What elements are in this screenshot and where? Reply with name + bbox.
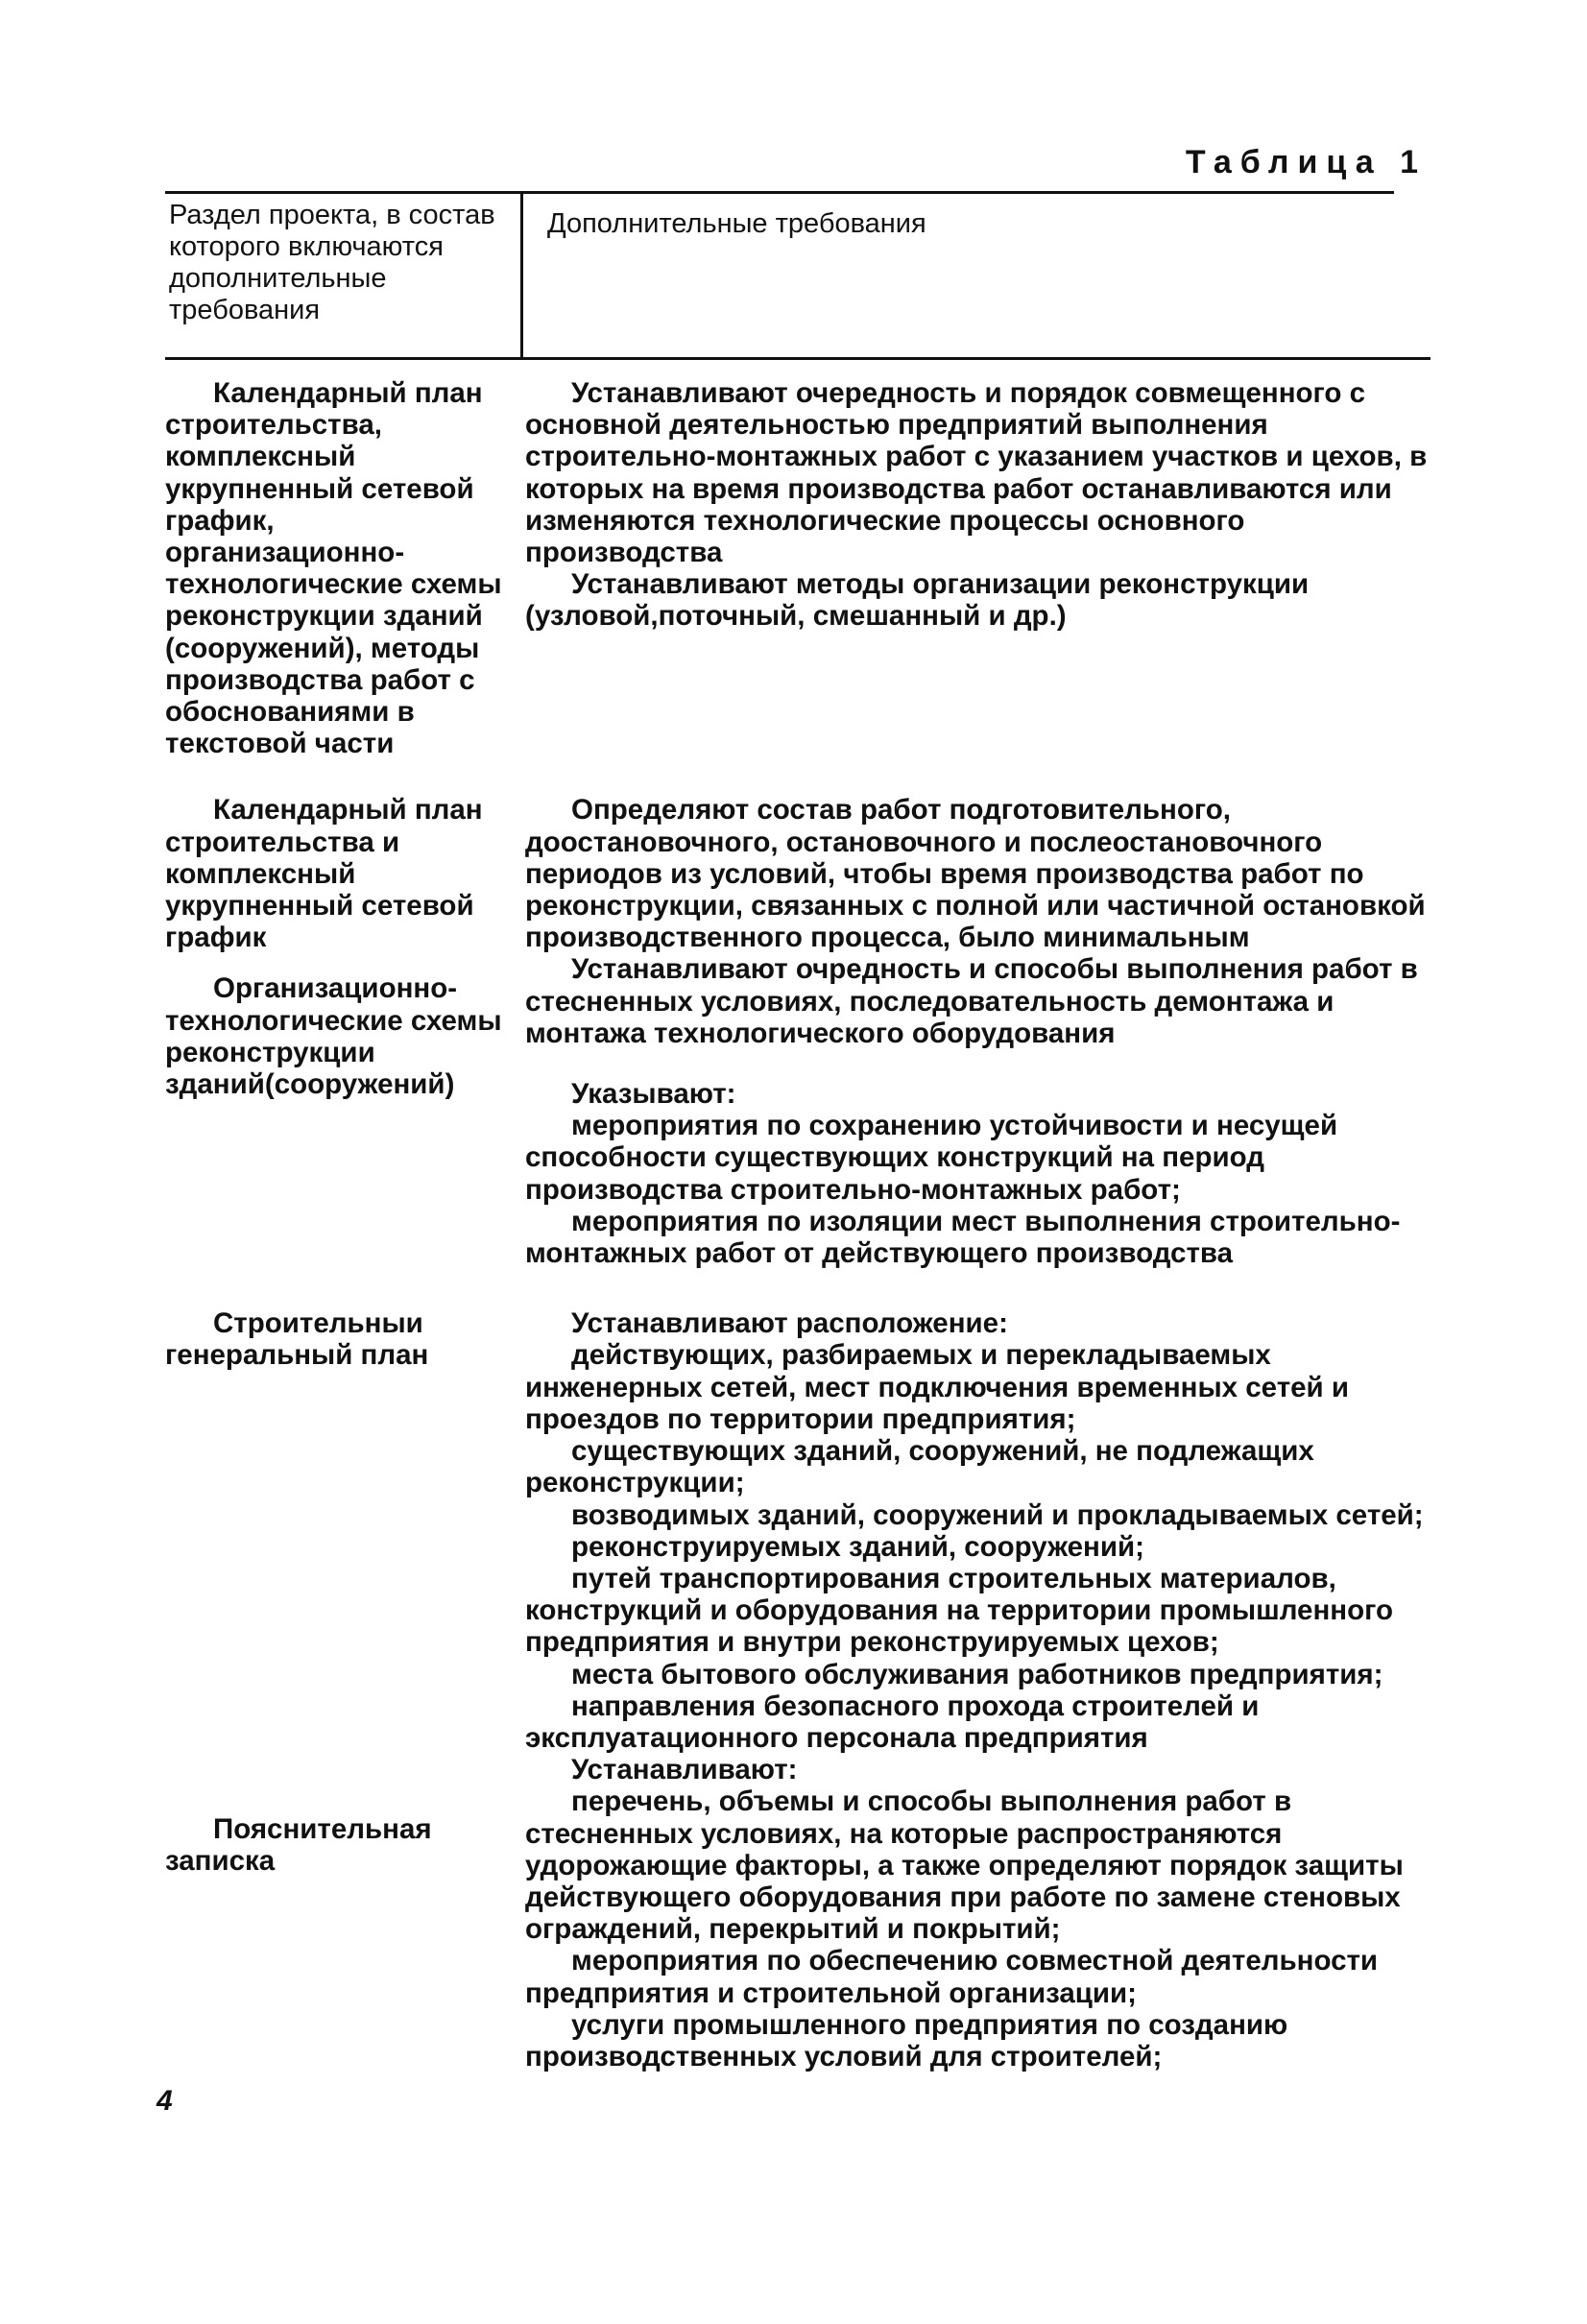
requirement-paragraph: существующих зданий, сооружений, не подлежащих реконструкции; xyxy=(525,1435,1314,1499)
requirement-paragraph: перечень, объемы и способы выполнения работ в стесненных условиях, на которые распространяются удорожающие факторы, а также определяют порядок защиты действующего оборудования при работе по замене стеновых ограждений, перекрытий и покрытий; xyxy=(525,1785,1404,1946)
requirement-paragraph: Устанавливают очредность и способы выполнения работ в стесненных условиях, последовательность демонтажа и монтажа технологического оборудования xyxy=(525,953,1418,1049)
requirement-paragraph: Указывают: xyxy=(571,1078,736,1111)
header-section-column: Раздел проекта, в состав которого включаются дополнительные требования xyxy=(169,200,495,325)
requirement-paragraph: Устанавливают расположение: xyxy=(571,1307,1008,1340)
table-header xyxy=(165,194,1431,357)
table-row xyxy=(165,1307,1431,2072)
document-page xyxy=(165,144,1431,2072)
section-name: Организационно-технологические схемы реконструкции зданий(сооружений) xyxy=(165,972,502,1101)
table-row xyxy=(165,377,1431,759)
requirement-paragraph: Определяют состав работ подготовительного, доостановочного, остановочного и послеостановочного периодов из условий, чтобы время производства работ по реконструкции, связанных с полной или частичной остановкой производственного процесса, было минимальным xyxy=(525,794,1426,954)
requirement-paragraph: мероприятия по изоляции мест выполнения строительно-монтажных работ от действующего производства xyxy=(525,1205,1401,1270)
table-body xyxy=(165,377,1431,2072)
requirement-paragraph: возводимых зданий, сооружений и прокладываемых сетей; xyxy=(571,1498,1424,1531)
requirement-paragraph: Устанавливают: xyxy=(571,1754,798,1786)
requirement-paragraph: Устанавливают очередность и порядок совмещенного с основной деятельностью предприятий выполнения строительно-монтажных работ с указанием участков и цехов, в которых на время производства работ останавливаются или изменяются технологические процессы основного производства xyxy=(525,377,1428,569)
header-requirements-column: Дополнительные требования xyxy=(547,208,926,239)
section-name: Календарный план строительства, комплексный укрупненный сетевой график, организационно-технологические схемы реконструкции зданий (сооружений), методы производства работ с обоснованиями в текстовой части xyxy=(165,377,502,760)
section-cell xyxy=(165,794,520,1269)
section-cell xyxy=(165,1307,520,2072)
page-number: 4 xyxy=(156,2085,173,2117)
header-column-divider xyxy=(520,194,523,357)
section-name: Календарный план строительства и комплексный укрупненный сетевой график xyxy=(165,794,483,954)
requirement-paragraph: действующих, разбираемых и перекладываемых инженерных сетей, мест подключения временных сетей и проездов по территории предприятия; xyxy=(525,1339,1350,1435)
table-row xyxy=(165,794,1431,1269)
requirements-cell xyxy=(520,377,1431,759)
requirement-paragraph: реконструируемых зданий, сооружений; xyxy=(571,1530,1144,1563)
requirements-cell xyxy=(520,1307,1431,2072)
section-cell xyxy=(165,377,520,759)
table-header-rule xyxy=(165,357,1431,360)
requirement-paragraph: путей транспортирования строительных материалов, конструкций и оборудования на территории промышленного предприятия и внутри реконструируемых цехов; xyxy=(525,1562,1394,1659)
requirement-paragraph: Устанавливают методы организации реконструкции (узловой,поточный, смешанный и др.) xyxy=(525,568,1310,633)
requirement-paragraph: направления безопасного прохода строителей и эксплуатационного персонала предприятия xyxy=(525,1689,1260,1754)
table-title: Таблица 1 xyxy=(1185,144,1427,180)
requirement-paragraph: мероприятия по обеспечению совместной деятельности предприятия и строительной организации; xyxy=(525,1945,1379,2009)
section-name: Пояснительная записка xyxy=(165,1813,432,1878)
requirements-cell xyxy=(520,794,1431,1269)
requirement-paragraph: мероприятия по сохранению устойчивости и несущей способности существующих конструкций на период производства строительно-монтажных работ; xyxy=(525,1110,1338,1206)
requirement-paragraph: места бытового обслуживания работников предприятия; xyxy=(571,1658,1383,1690)
requirement-paragraph: услуги промышленного предприятия по созданию производственных условий для строителей; xyxy=(525,2008,1288,2072)
section-name: Строительныи генеральный план xyxy=(165,1307,429,1372)
